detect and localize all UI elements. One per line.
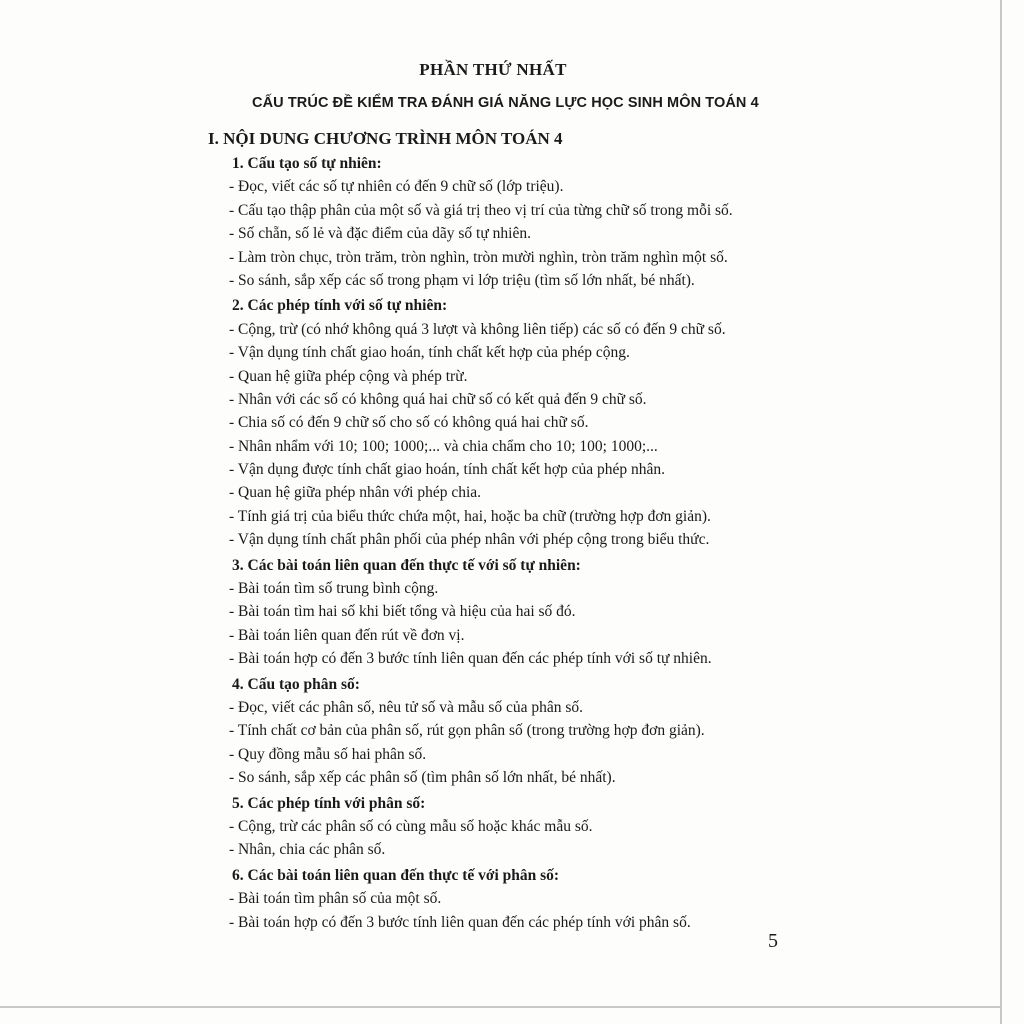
content-group-6 [229, 864, 789, 934]
content-body [229, 152, 789, 934]
group-heading: 5. Các phép tính với phân số: [232, 794, 426, 812]
page-edge-bottom [0, 1006, 1002, 1008]
list-item: - Vận dụng tính chất giao hoán, tính chất kết hợp của phép cộng. [229, 344, 630, 362]
list-item: - Bài toán tìm phân số của một số. [229, 890, 442, 908]
list-item: - Bài toán hợp có đến 3 bước tính liên quan đến các phép tính với số tự nhiên. [229, 650, 712, 668]
content-group-2 [229, 294, 789, 551]
list-item: - Đọc, viết các số tự nhiên có đến 9 chữ số (lớp triệu). [229, 178, 564, 196]
list-item: - Cấu tạo thập phân của một số và giá trị theo vị trí của từng chữ số trong mỗi số. [229, 201, 733, 219]
list-item: - Cộng, trừ các phân số có cùng mẫu số hoặc khác mẫu số. [229, 817, 593, 835]
list-item: - Quan hệ giữa phép cộng và phép trừ. [229, 367, 468, 385]
document-subtitle: CẤU TRÚC ĐỀ KIỂM TRA ĐÁNH GIÁ NĂNG LỰC HỌC SINH MÔN TOÁN 4 [252, 95, 759, 111]
list-item: - Nhân, chia các phân số. [229, 841, 386, 859]
group-heading: 2. Các phép tính với số tự nhiên: [232, 297, 448, 315]
content-group-3 [229, 554, 789, 671]
list-item: - So sánh, sắp xếp các số trong phạm vi lớp triệu (tìm số lớn nhất, bé nhất). [229, 271, 695, 289]
list-item: - So sánh, sắp xếp các phân số (tìm phân số lớn nhất, bé nhất). [229, 769, 616, 787]
content-group-5 [229, 792, 789, 862]
group-heading: 4. Cấu tạo phân số: [232, 675, 360, 693]
list-item: - Quan hệ giữa phép nhân với phép chia. [229, 484, 482, 502]
content-group-1 [229, 152, 789, 292]
page-number: 5 [768, 930, 778, 952]
list-item: - Làm tròn chục, tròn trăm, tròn nghìn, tròn mười nghìn, tròn trăm nghìn một số. [229, 248, 728, 266]
list-item: - Quy đồng mẫu số hai phân số. [229, 745, 427, 763]
list-item: - Nhân với các số có không quá hai chữ số có kết quả đến 9 chữ số. [229, 390, 647, 408]
list-item: - Tính chất cơ bản của phân số, rút gọn phân số (trong trường hợp đơn giản). [229, 722, 705, 740]
group-heading: 3. Các bài toán liên quan đến thực tế với số tự nhiên: [232, 556, 581, 574]
list-item: - Bài toán tìm số trung bình cộng. [229, 580, 439, 598]
list-item: - Tính giá trị của biểu thức chứa một, hai, hoặc ba chữ (trường hợp đơn giản). [229, 507, 711, 525]
list-item: - Bài toán liên quan đến rút về đơn vị. [229, 626, 465, 644]
list-item: - Bài toán hợp có đến 3 bước tính liên quan đến các phép tính với phân số. [229, 913, 691, 931]
list-item: - Nhân nhẩm với 10; 100; 1000;... và chia chẩm cho 10; 100; 1000;... [229, 437, 658, 455]
content-group-4 [229, 673, 789, 790]
list-item: - Vận dụng tính chất phân phối của phép nhân với phép cộng trong biểu thức. [229, 531, 710, 549]
section-heading: I. NỘI DUNG CHƯƠNG TRÌNH MÔN TOÁN 4 [208, 129, 563, 148]
list-item: - Cộng, trừ (có nhớ không quá 3 lượt và không liên tiếp) các số có đến 9 chữ số. [229, 320, 726, 338]
list-item: - Chia số có đến 9 chữ số cho số có không quá hai chữ số. [229, 414, 589, 432]
part-title: PHẦN THỨ NHẤT [419, 60, 567, 79]
group-heading: 6. Các bài toán liên quan đến thực tế với phân số: [232, 866, 560, 884]
list-item: - Số chẵn, số lẻ và đặc điểm của dãy số tự nhiên. [229, 225, 531, 243]
list-item: - Bài toán tìm hai số khi biết tổng và hiệu của hai số đó. [229, 603, 576, 621]
list-item: - Đọc, viết các phân số, nêu tử số và mẫu số của phân số. [229, 698, 584, 716]
page-edge-right [1000, 0, 1002, 1024]
group-heading: 1. Cấu tạo số tự nhiên: [232, 155, 382, 172]
list-item: - Vận dụng được tính chất giao hoán, tính chất kết hợp của phép nhân. [229, 461, 666, 479]
